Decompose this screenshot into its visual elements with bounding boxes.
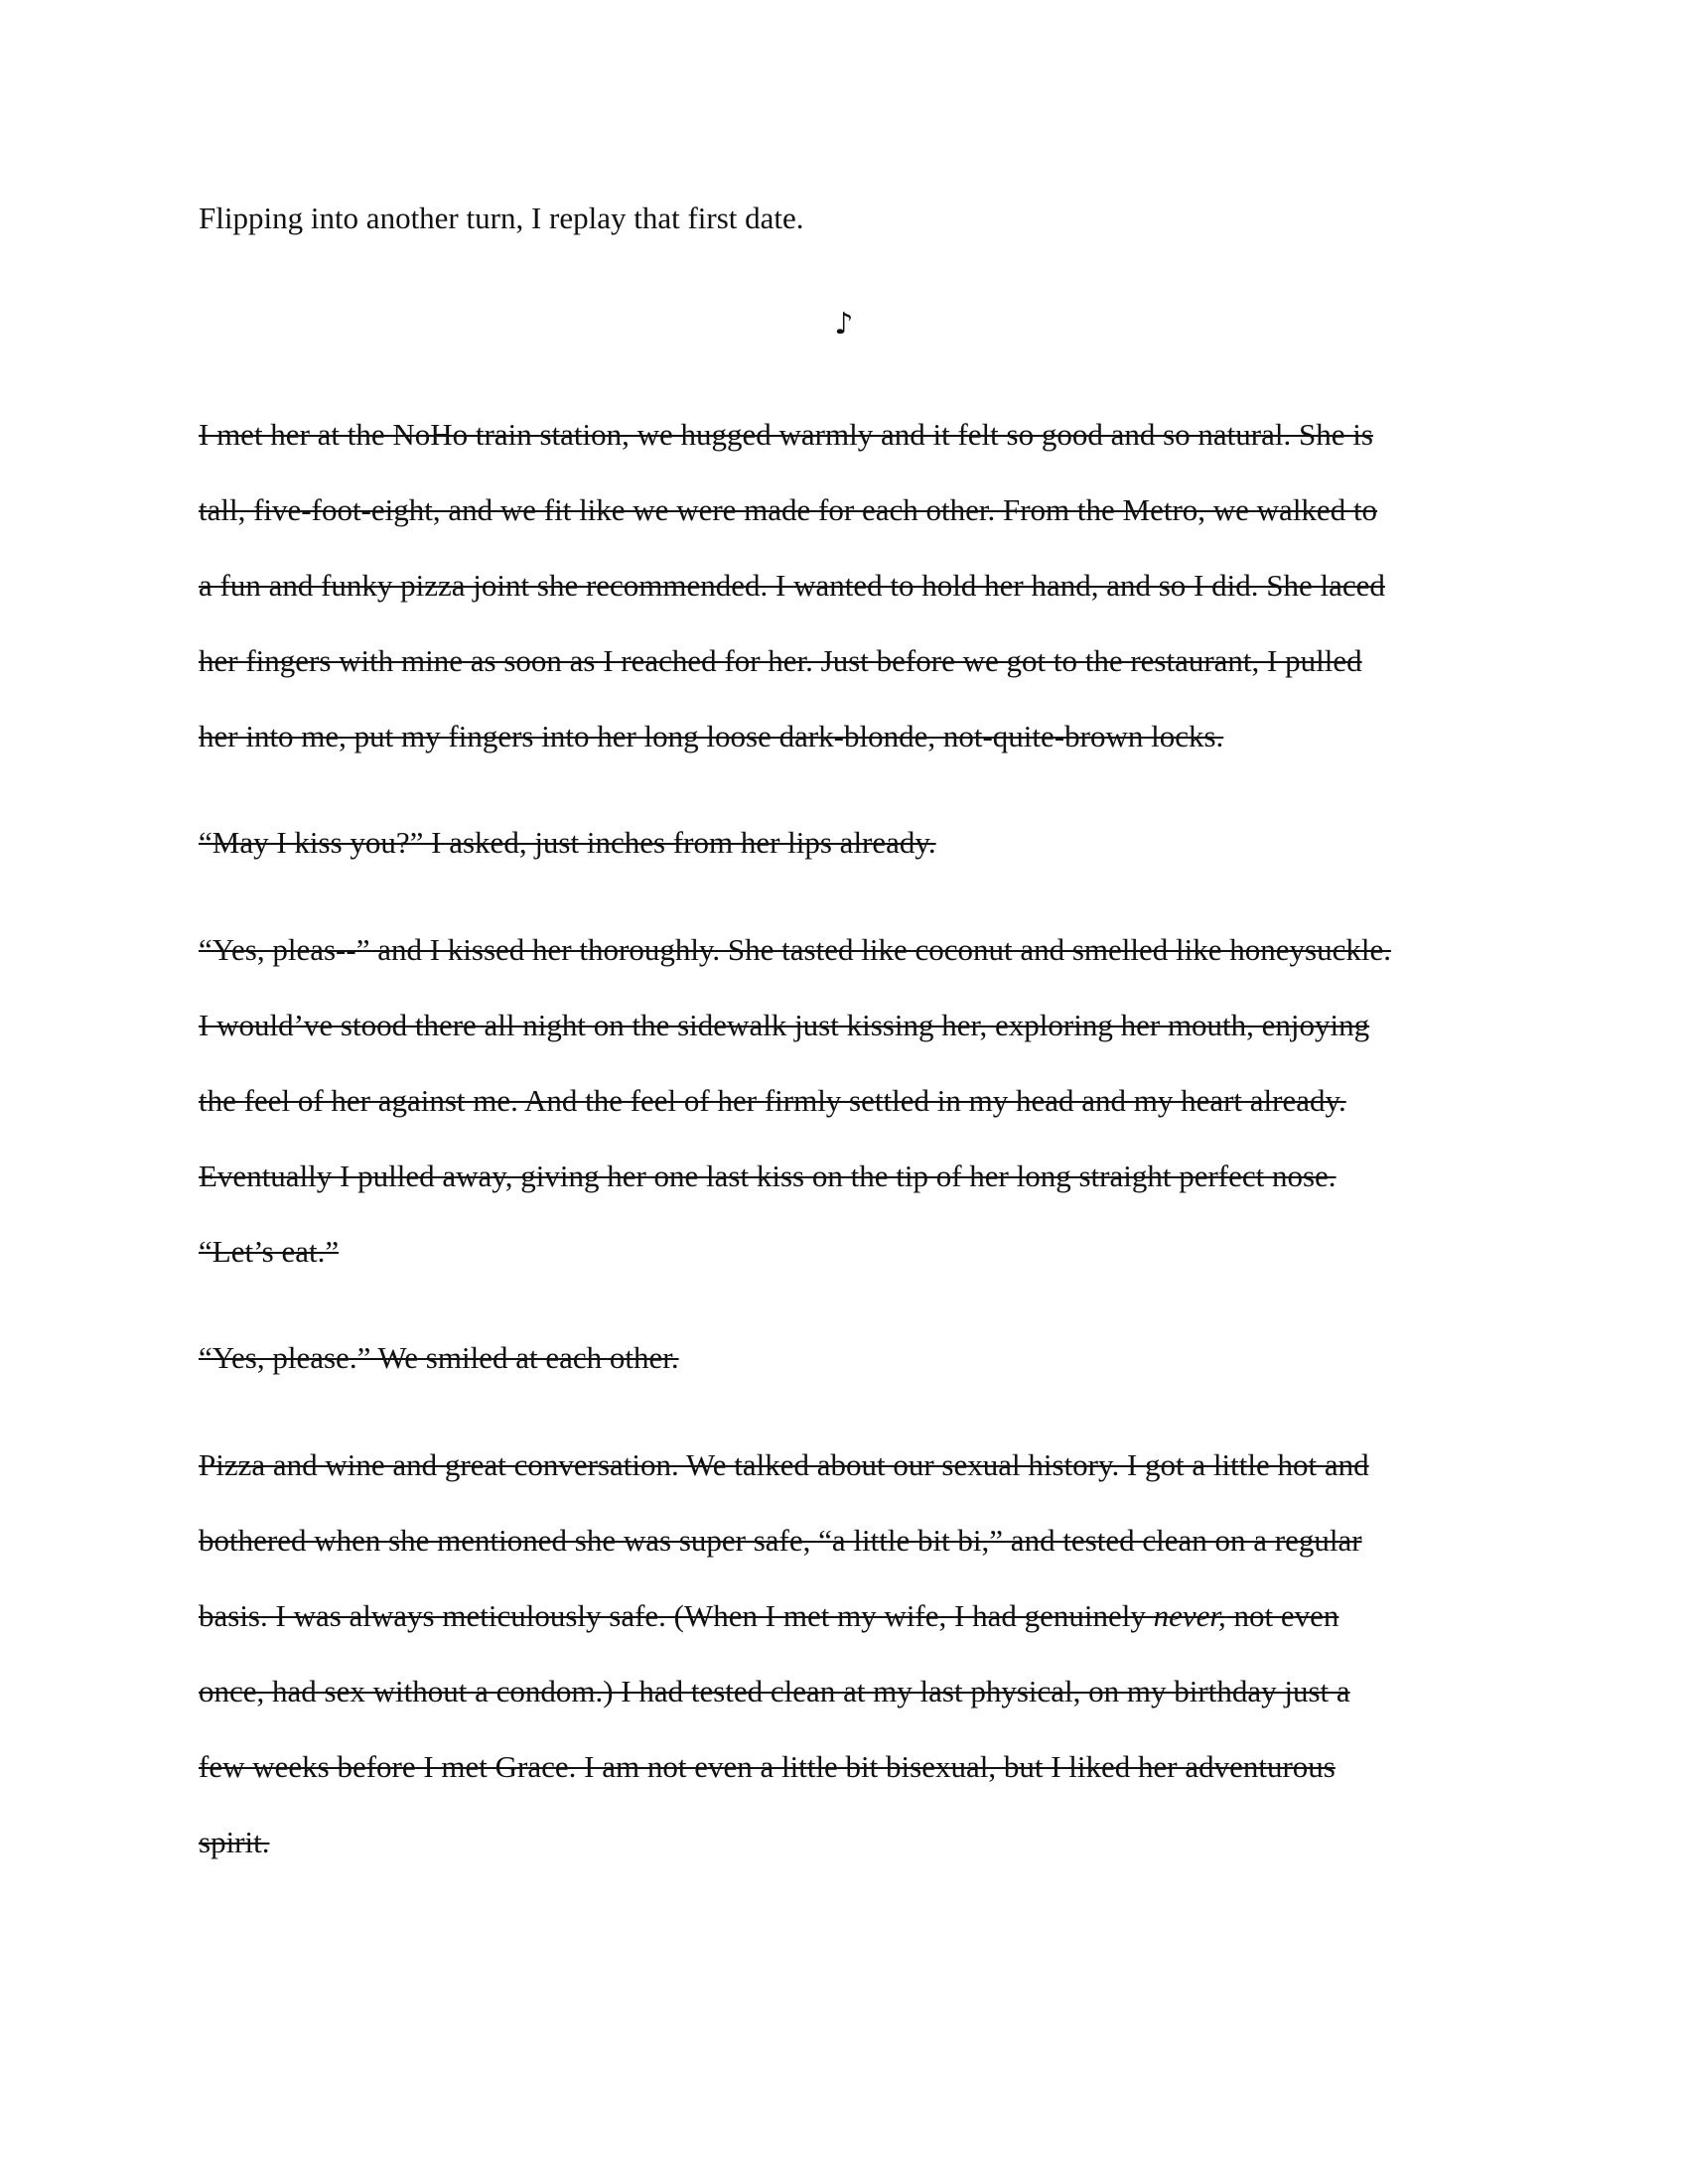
- paragraph-line: “Let’s eat.”: [199, 1234, 340, 1269]
- music-note-icon: ♪: [834, 307, 854, 341]
- paragraph-line: once, had sex without a condom.) I had tested clean at my last physical, on my birthday just a: [199, 1674, 1350, 1708]
- paragraph-line: few weeks before I met Grace. I am not even a little bit bisexual, but I liked her adventurous: [199, 1749, 1336, 1784]
- paragraph-line: bothered when she mentioned she was super safe, “a little bit bi,” and tested clean on a regular: [199, 1523, 1362, 1558]
- paragraph-line: “Yes, pleas--” and I kissed her thoroughly. She tasted like coconut and smelled like honeysuckle.: [199, 932, 1391, 967]
- paragraph-line: I would’ve stood there all night on the sidewalk just kissing her, exploring her mouth, enjoying: [199, 1008, 1370, 1042]
- paragraph-line: [199, 1596, 1338, 1636]
- paragraph-kiss-question: “May I kiss you?” I asked, just inches from her lips already.: [199, 825, 936, 860]
- paragraph-line: a fun and funky pizza joint she recommended. I wanted to hold her hand, and so I did. She laced: [199, 568, 1385, 603]
- paragraph-line: Pizza and wine and great conversation. We talked about our sexual history. I got a little hot and: [199, 1447, 1369, 1482]
- line-text: basis. I was always meticulously safe. (When I met my wife, I had genuinely: [199, 1598, 1154, 1633]
- paragraph-line: I met her at the NoHo train station, we hugged warmly and it felt so good and so natural. She is: [199, 417, 1373, 452]
- paragraph-line: her into me, put my fingers into her long loose dark-blonde, not-quite-brown locks.: [199, 719, 1224, 753]
- intro-line: Flipping into another turn, I replay that first date.: [199, 201, 804, 235]
- paragraph-line: tall, five-foot-eight, and we fit like we were made for each other. From the Metro, we walked to: [199, 492, 1378, 527]
- paragraph-line: spirit.: [199, 1825, 270, 1859]
- emphasis-text: never,: [1153, 1598, 1226, 1633]
- line-text: not even: [1225, 1598, 1339, 1633]
- paragraph-smile: “Yes, please.” We smiled at each other.: [199, 1340, 679, 1375]
- paragraph-line: her fingers with mine as soon as I reached for her. Just before we got to the restaurant, I pulled: [199, 643, 1362, 678]
- paragraph-line: the feel of her against me. And the feel of her firmly settled in my head and my heart already.: [199, 1083, 1346, 1118]
- paragraph-line: Eventually I pulled away, giving her one last kiss on the tip of her long straight perfect nose.: [199, 1159, 1336, 1193]
